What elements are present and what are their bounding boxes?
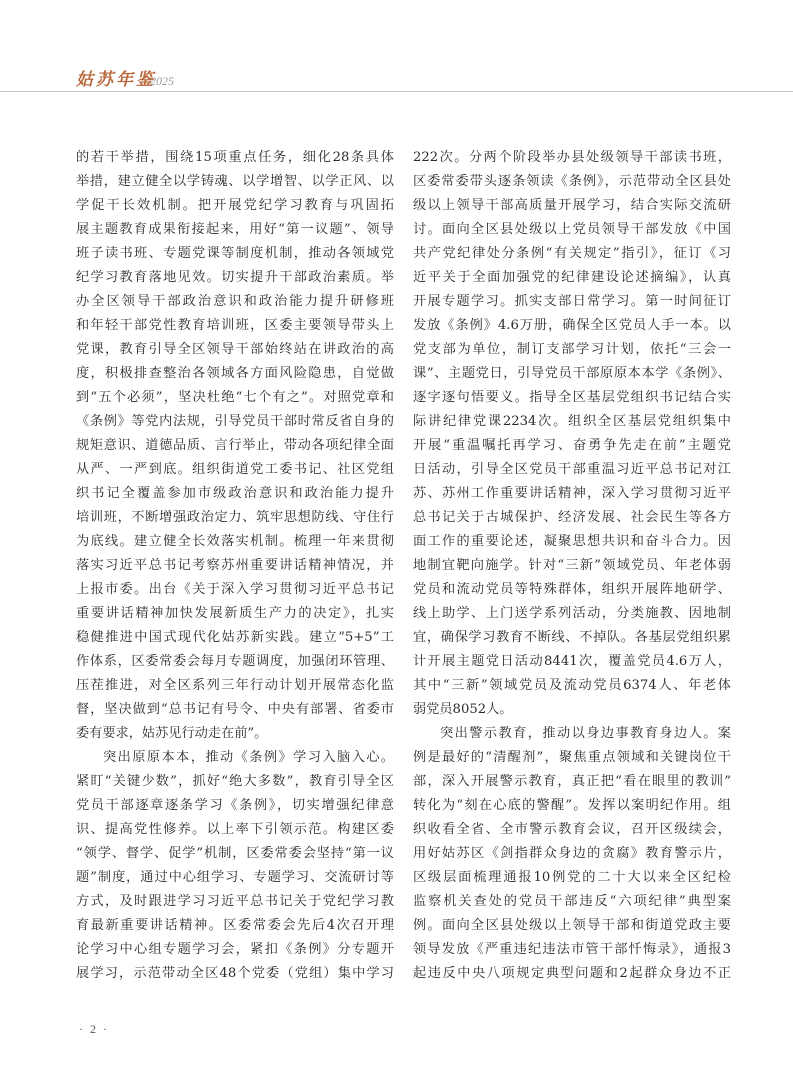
right-text-column bbox=[413, 146, 731, 986]
text-line: 党支部为单位，制订支部学习计划，依托“三会一 bbox=[413, 342, 731, 357]
text-line: 党员干部逐章逐条学习《条例》，切实增强纪律意 bbox=[76, 798, 394, 813]
text-line: 区级层面梳理通报10例党的二十大以来全区纪检 bbox=[413, 870, 731, 885]
text-line: 领导发放《严重违纪违法市管干部忏悔录》，通报3 bbox=[413, 942, 731, 957]
text-line: 际讲纪律党课2234次。组织全区基层党组织集中 bbox=[413, 414, 731, 429]
text-line: 识、提高党性修养。以上率下引领示范。构建区委 bbox=[76, 822, 394, 837]
text-line: 苏、苏州工作重要讲话精神，深入学习贯彻习近平 bbox=[413, 486, 731, 501]
text-line: 和年轻干部党性教育培训班，区委主要领导带头上 bbox=[76, 318, 394, 333]
text-line: 从严、一严到底。组织街道党工委书记、社区党组 bbox=[76, 462, 394, 477]
text-line: 起违反中央八项规定典型问题和2起群众身边不正 bbox=[413, 966, 731, 981]
text-line: 级以上领导干部高质量开展学习，结合实际交流研 bbox=[413, 198, 731, 213]
text-line: 织书记全覆盖参加市级政治意识和政治能力提升 bbox=[76, 486, 394, 501]
text-line: 压茬推进，对全区系列三年行动计划开展常态化监 bbox=[76, 678, 394, 693]
text-line: 方式，及时跟进学习习近平总书记关于党纪学习教 bbox=[76, 894, 394, 909]
text-line: 课”、主题党日，引导党员干部原原本本学《条例》、 bbox=[413, 366, 731, 381]
text-line: 纪学习教育落地见效。切实提升干部政治素质。举 bbox=[76, 270, 394, 285]
text-line: 地制宜靶向施学。针对“三新”领域党员、年老体弱 bbox=[413, 558, 731, 573]
text-line: 的若干举措，围绕15项重点任务，细化28条具体 bbox=[76, 150, 394, 165]
page-number: · 2 · bbox=[79, 1022, 109, 1036]
text-line: 落实习近平总书记考察苏州重要讲话精神情况，并 bbox=[76, 558, 394, 573]
text-line: 育最新重要讲话精神。区委常委会先后4次召开理 bbox=[76, 918, 394, 933]
left-text-column bbox=[76, 146, 394, 986]
text-line: 开展专题学习。抓实支部日常学习。第一时间征订 bbox=[413, 294, 731, 309]
text-line: 委有要求，姑苏见行动走在前”。 bbox=[76, 726, 268, 741]
text-line: 转化为“刻在心底的警醒”。发挥以案明纪作用。组 bbox=[413, 798, 731, 813]
text-line: 织收看全省、全市警示教育会议，召开区级续会， bbox=[413, 822, 731, 837]
text-line: 共产党纪律处分条例“有关规定”指引》，征订《习 bbox=[413, 246, 731, 261]
text-line: 近平关于全面加强党的纪律建设论述摘编》，认真 bbox=[413, 270, 731, 285]
text-line: 稳健推进中国式现代化姑苏新实践。建立“5+5”工 bbox=[76, 630, 394, 645]
text-line: 总书记关于古城保护、经济发展、社会民生等各方 bbox=[413, 510, 731, 525]
yearbook-logo: 姑苏年鉴 bbox=[76, 70, 156, 90]
text-line: “领学、督学、促学”机制，区委常委会坚持“第一议 bbox=[76, 846, 394, 861]
text-line: 展主题教育成果衔接起来，用好“第一议题”、领导 bbox=[76, 222, 394, 237]
text-line: 办全区领导干部政治意识和政治能力提升研修班 bbox=[76, 294, 394, 309]
text-line: 用好姑苏区《剑指群众身边的贪腐》教育警示片， bbox=[413, 846, 731, 861]
text-line: 学促干长效机制。把开展党纪学习教育与巩固拓 bbox=[76, 198, 394, 213]
text-line: 其中“三新”领域党员及流动党员6374人、年老体 bbox=[413, 678, 731, 693]
text-line: 例是最好的“清醒剂”，聚焦重点领域和关键岗位干 bbox=[413, 750, 731, 765]
text-line: 突出原原本本，推动《条例》学习入脑入心。 bbox=[103, 750, 394, 765]
text-line: 督，坚决做到“总书记有号令、中央有部署、省委市 bbox=[76, 702, 394, 717]
text-line: 区委常委带头逐条领读《条例》，示范带动全区县处 bbox=[413, 174, 731, 189]
text-line: 宜，确保学习教育不断线、不掉队。各基层党组织累 bbox=[413, 630, 731, 645]
header-year: 2025 bbox=[150, 74, 174, 88]
text-line: 讨。面向全区县处级以上党员领导干部发放《中国 bbox=[413, 222, 731, 237]
text-line: 《条例》等党内法规，引导党员干部时常反省自身的 bbox=[76, 414, 394, 429]
text-line: 发放《条例》4.6万册，确保全区党员人手一本。以 bbox=[413, 318, 731, 333]
running-header bbox=[0, 0, 793, 92]
text-line: 论学习中心组专题学习会，紧扣《条例》分专题开 bbox=[76, 942, 394, 957]
text-line: 逐字逐句悟要义。指导全区基层党组织书记结合实 bbox=[413, 390, 731, 405]
text-line: 开展“重温嘱托再学习、奋勇争先走在前”主题党 bbox=[413, 438, 731, 453]
text-line: 规矩意识、道德品质、言行举止，带动各项纪律全面 bbox=[76, 438, 394, 453]
text-line: 弱党员8052人。 bbox=[413, 702, 513, 717]
text-line: 部，深入开展警示教育，真正把“看在眼里的教训” bbox=[413, 774, 731, 789]
text-line: 紧盯“关键少数”，抓好“绝大多数”，教育引导全区 bbox=[76, 774, 394, 789]
text-line: 为底线。建立健全长效落实机制。梳理一年来贯彻 bbox=[76, 534, 394, 549]
text-line: 党课，教育引导全区领导干部始终站在讲政治的高 bbox=[76, 342, 394, 357]
text-line: 上报市委。出台《关于深入学习贯彻习近平总书记 bbox=[76, 582, 394, 597]
text-line: 到“五个必须”，坚决杜绝“七个有之”。对照党章和 bbox=[76, 390, 394, 405]
text-line: 度，积极排查整治各领域各方面风险隐患，自觉做 bbox=[76, 366, 394, 381]
text-line: 培训班，不断增强政治定力、筑牢思想防线、守住行 bbox=[76, 510, 394, 525]
text-line: 题”制度，通过中心组学习、专题学习、交流研讨等 bbox=[76, 870, 394, 885]
text-line: 举措，建立健全以学铸魂、以学增智、以学正风、以 bbox=[76, 174, 394, 189]
text-line: 计开展主题党日活动8441次，覆盖党员4.6万人， bbox=[413, 654, 731, 669]
text-line: 面工作的重要论述，凝聚思想共识和奋斗合力。因 bbox=[413, 534, 731, 549]
text-line: 突出警示教育，推动以身边事教育身边人。案 bbox=[440, 726, 731, 741]
text-line: 日活动，引导全区党员干部重温习近平总书记对江 bbox=[413, 462, 731, 477]
header-rule bbox=[0, 91, 793, 92]
text-line: 作体系，区委常委会每月专题调度，加强闭环管理、 bbox=[76, 654, 394, 669]
text-line: 展学习，示范带动全区48个党委（党组）集中学习 bbox=[76, 966, 394, 981]
text-line: 例。面向全区县处级以上领导干部和街道党政主要 bbox=[413, 918, 731, 933]
text-line: 线上助学、上门送学系列活动，分类施教、因地制 bbox=[413, 606, 731, 621]
text-line: 重要讲话精神加快发展新质生产力的决定》，扎实 bbox=[76, 606, 394, 621]
text-line: 班子读书班、专题党课等制度机制，推动各领域党 bbox=[76, 246, 394, 261]
text-line: 222次。分两个阶段举办县处级领导干部读书班， bbox=[413, 150, 731, 165]
text-line: 党员和流动党员等特殊群体，组织开展阵地研学、 bbox=[413, 582, 731, 597]
text-line: 监察机关查处的党员干部违反“六项纪律”典型案 bbox=[413, 894, 731, 909]
